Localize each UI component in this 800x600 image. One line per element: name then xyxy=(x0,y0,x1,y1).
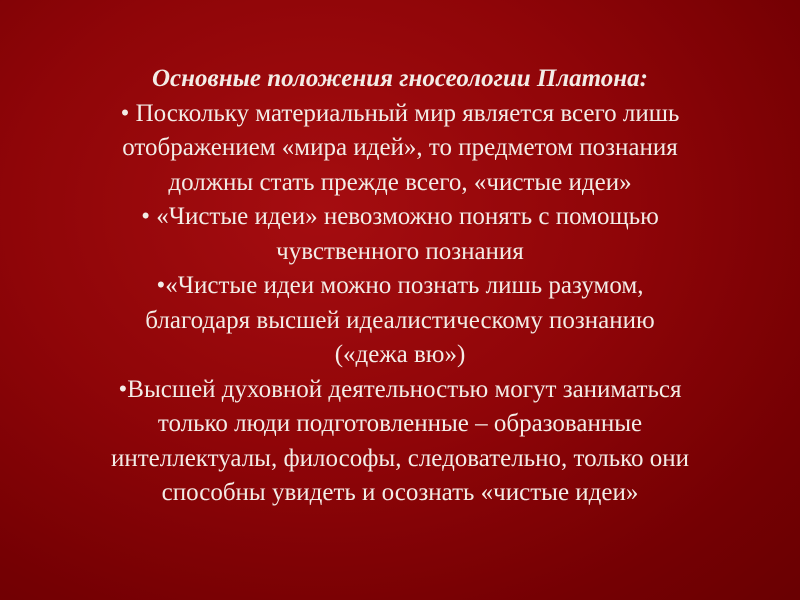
text-line: интеллектуалы, философы, следовательно, только они xyxy=(110,444,690,472)
text-line: благодаря высшей идеалистическому познанию xyxy=(145,306,655,334)
text-line: отображением «мира идей», то предметом познания xyxy=(122,134,678,161)
text-line: только люди подготовленные – образованные xyxy=(157,410,643,437)
text-line: чувственного познания xyxy=(276,237,524,265)
text-line: должны стать прежде всего, «чистые идеи» xyxy=(168,168,632,196)
text-line: • Поскольку материальный мир является всего лишь xyxy=(120,99,680,127)
text-line: («дежа вю») xyxy=(334,341,466,368)
text-line: • «Чистые идеи» невозможно понять с помощью xyxy=(141,203,659,230)
slide-heading: Основные положения гносеологии Платона: xyxy=(152,65,648,92)
text-line: способны увидеть и осознать «чистые идеи» xyxy=(161,479,639,506)
text-line: •«Чистые идеи можно познать лишь разумом, xyxy=(156,272,644,299)
text-line: •Высшей духовной деятельностью могут заниматься xyxy=(118,375,682,403)
slide-content xyxy=(20,62,780,511)
